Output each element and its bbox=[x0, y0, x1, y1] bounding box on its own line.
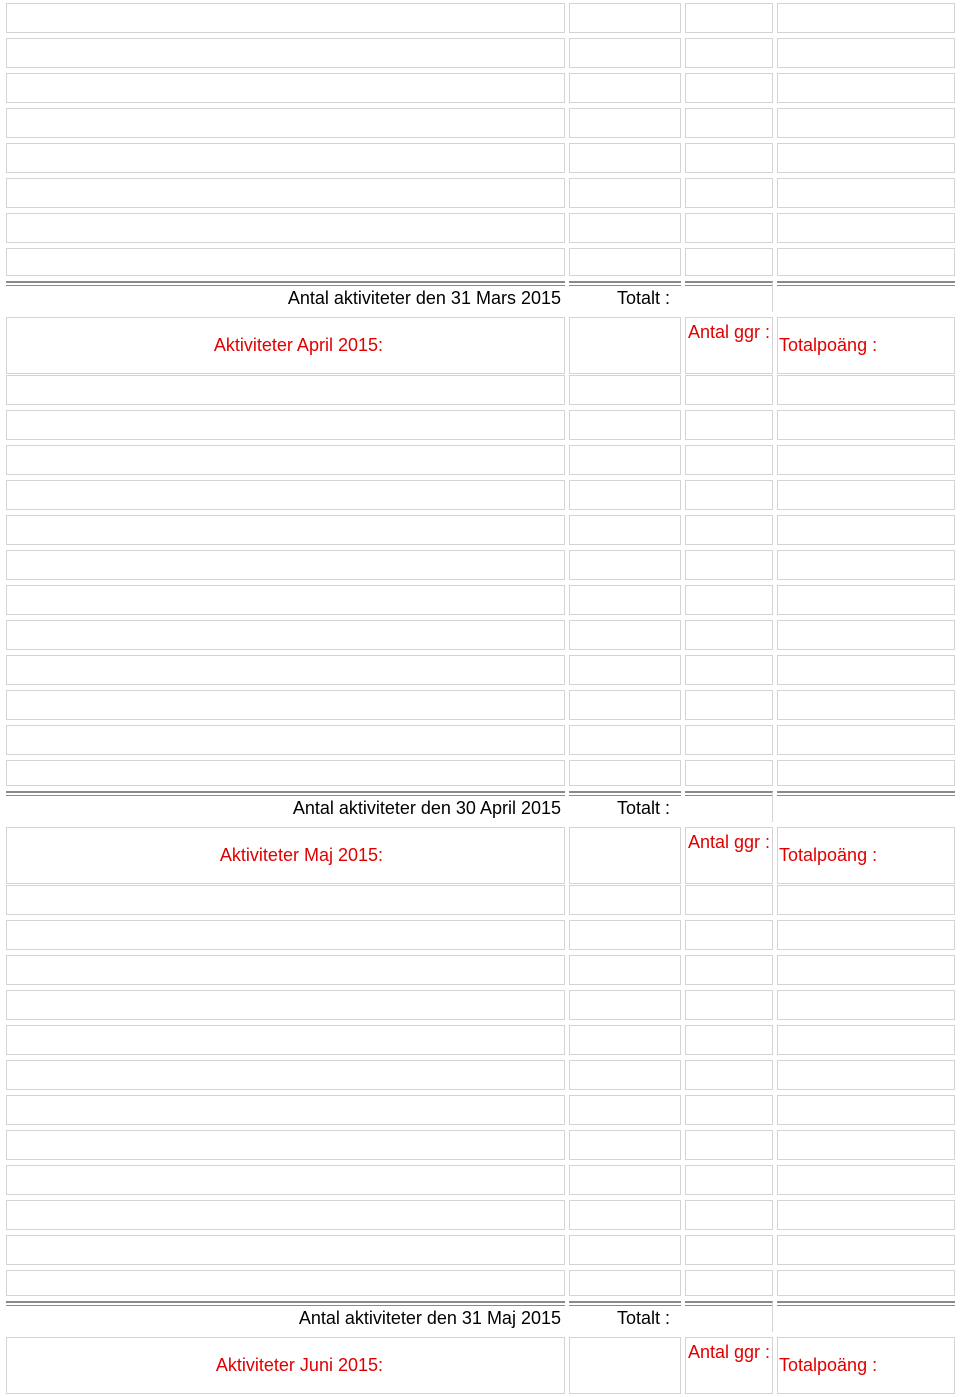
antal-ggr-label: Antal ggr : bbox=[688, 322, 771, 342]
summary-label: Antal aktiviteter den 30 April 2015 bbox=[292, 798, 561, 818]
empty-row bbox=[0, 35, 960, 70]
antal-ggr-label: Antal ggr : bbox=[688, 832, 771, 852]
empty-row bbox=[0, 0, 960, 35]
month-heading: Aktiviteter Maj 2015: bbox=[219, 845, 383, 865]
totalt-label: Totalt : bbox=[617, 1308, 671, 1328]
activity-row bbox=[0, 757, 960, 788]
empty-row bbox=[0, 245, 960, 278]
activity-row bbox=[0, 1092, 960, 1127]
summary-row bbox=[0, 278, 960, 314]
summary-row bbox=[0, 1298, 960, 1334]
activity-row bbox=[0, 512, 960, 547]
empty-row bbox=[0, 70, 960, 105]
totalt-label: Totalt : bbox=[617, 288, 671, 308]
activity-row bbox=[0, 477, 960, 512]
activity-row bbox=[0, 882, 960, 917]
summary-label: Antal aktiviteter den 31 Mars 2015 bbox=[287, 288, 561, 308]
month-header-row bbox=[0, 314, 960, 376]
empty-row bbox=[0, 210, 960, 245]
activity-row bbox=[0, 687, 960, 722]
month-heading: Aktiviteter April 2015: bbox=[213, 335, 383, 355]
activity-row bbox=[0, 1232, 960, 1267]
activity-row bbox=[0, 1022, 960, 1057]
activity-row bbox=[0, 952, 960, 987]
activity-row bbox=[0, 372, 960, 407]
antal-ggr-label: Antal ggr : bbox=[688, 1342, 771, 1362]
activity-row bbox=[0, 1197, 960, 1232]
month-heading: Aktiviteter Juni 2015: bbox=[215, 1355, 383, 1375]
totalt-label: Totalt : bbox=[617, 798, 671, 818]
totalpoang-label: Totalpoäng : bbox=[779, 1355, 878, 1375]
activity-row bbox=[0, 582, 960, 617]
empty-row bbox=[0, 105, 960, 140]
activity-row bbox=[0, 917, 960, 952]
empty-row bbox=[0, 140, 960, 175]
activity-row bbox=[0, 617, 960, 652]
activity-row bbox=[0, 1127, 960, 1162]
totalpoang-label: Totalpoäng : bbox=[779, 335, 878, 355]
month-header-row bbox=[0, 1334, 960, 1396]
activity-row bbox=[0, 987, 960, 1022]
empty-row bbox=[0, 175, 960, 210]
activity-row bbox=[0, 722, 960, 757]
month-header-row bbox=[0, 824, 960, 886]
summary-label: Antal aktiviteter den 31 Maj 2015 bbox=[298, 1308, 561, 1328]
activity-row bbox=[0, 1057, 960, 1092]
activity-row bbox=[0, 1267, 960, 1298]
summary-row bbox=[0, 788, 960, 824]
activity-row bbox=[0, 547, 960, 582]
totalpoang-label: Totalpoäng : bbox=[779, 845, 878, 865]
activity-row bbox=[0, 407, 960, 442]
activity-row bbox=[0, 442, 960, 477]
activity-row bbox=[0, 652, 960, 687]
activity-row bbox=[0, 1162, 960, 1197]
